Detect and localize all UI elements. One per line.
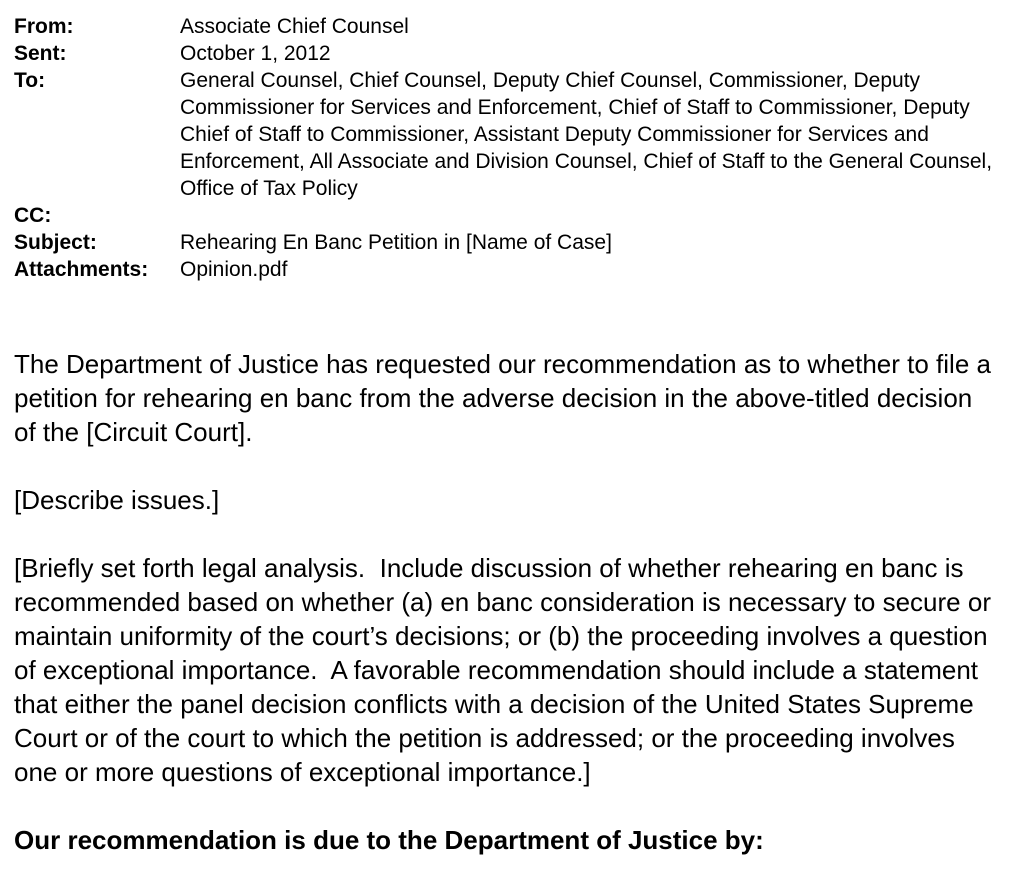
header-field-sent-value: October 1, 2012 <box>180 42 331 65</box>
header-field-cc-label: CC: <box>14 204 52 227</box>
header-field-sent-label: Sent: <box>14 42 67 65</box>
header-field-to <box>14 67 996 202</box>
header-field-subject-label: Subject: <box>14 231 97 254</box>
paragraph-describe-issues: [Describe issues.] <box>14 485 220 515</box>
paragraph-legal-analysis: [Briefly set forth legal analysis. Include discussion of whether rehearing en banc is recommended based on whether (a) en banc consideration is necessary to secure or maintain uniformity of the court’s decisions; or (b) the proceeding involves a question of exceptional importance. A favorable recommendation should include a statement that either the panel decision conflicts with a decision of the United States Supreme Court or of the court to which the petition is addressed; or the proceeding involves one or more questions of exceptional importance.] <box>14 553 999 787</box>
header-field-from-value: Associate Chief Counsel <box>180 15 409 38</box>
header-field-subject-value: Rehearing En Banc Petition in [Name of Case] <box>180 231 612 254</box>
paragraph-intro: The Department of Justice has requested our recommendation as to whether to file a petition for rehearing en banc from the adverse decision in the above-titled decision of the [Circuit Court]. <box>14 349 999 447</box>
header-field-to-value: General Counsel, Chief Counsel, Deputy Chief Counsel, Commissioner, Deputy Commissioner for Services and Enforcement, Chief of Staff to Commissioner, Deputy Chief of Staff to Commissioner, Assistant Deputy Commissioner for Services and Enforcement, All Associate and Division Counsel, Chief of Staff to the General Counsel, Office of Tax Policy <box>180 69 998 200</box>
header-field-cc <box>14 202 996 229</box>
email-header <box>14 13 996 283</box>
header-field-attachments-label: Attachments: <box>14 258 149 281</box>
email-body <box>14 347 999 857</box>
closing-statement: Our recommendation is due to the Department of Justice by: <box>14 825 764 855</box>
header-field-attachments-value: Opinion.pdf <box>180 258 288 281</box>
header-field-sent <box>14 40 996 67</box>
header-field-attachments <box>14 256 996 283</box>
header-field-to-label: To: <box>14 69 46 92</box>
header-field-from-label: From: <box>14 15 74 38</box>
header-field-subject <box>14 229 996 256</box>
header-field-from <box>14 13 996 40</box>
